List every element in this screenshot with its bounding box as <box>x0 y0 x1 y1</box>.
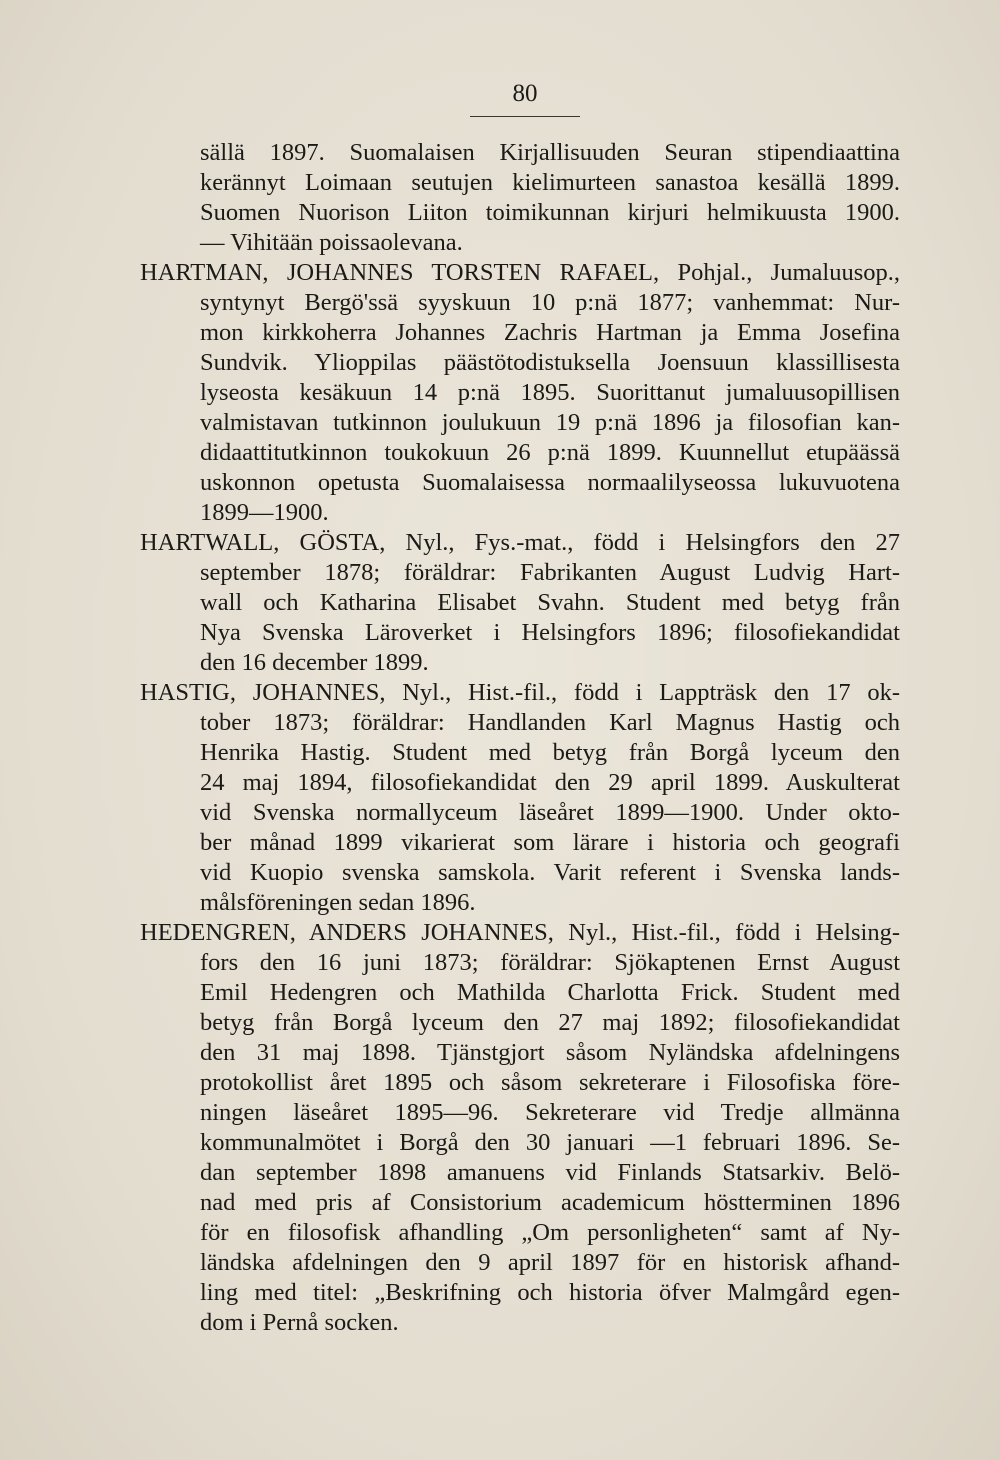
text-line: Sundvik. Ylioppilas päästötodistuksella Joensuun klassillisesta <box>200 349 900 376</box>
text-line: kerännyt Loimaan seutujen kielimurteen sanastoa kesällä 1899. <box>200 169 900 196</box>
text-line: vid Svenska normallyceum läseåret 1899—1900. Under okto- <box>200 799 900 826</box>
text-line: — Vihitään poissaolevana. <box>200 229 463 256</box>
text-line: fors den 16 juni 1873; föräldrar: Sjökaptenen Ernst August <box>200 949 900 976</box>
text-line: mon kirkkoherra Johannes Zachris Hartman ja Emma Josefina <box>200 319 900 346</box>
text-line: sällä 1897. Suomalaisen Kirjallisuuden Seuran stipendiaattina <box>200 139 900 166</box>
text-line: tober 1873; föräldrar: Handlanden Karl Magnus Hastig och <box>200 709 900 736</box>
page-number-rule <box>470 116 580 117</box>
text-line: betyg från Borgå lyceum den 27 maj 1892; filosofiekandidat <box>200 1009 900 1036</box>
text-line: 24 maj 1894, filosofiekandidat den 29 april 1899. Auskulterat <box>200 769 900 796</box>
text-line: HASTIG, JOHANNES, Nyl., Hist.-fil., född i Lappträsk den 17 ok- <box>140 679 900 706</box>
text-line: lyseosta kesäkuun 14 p:nä 1895. Suorittanut jumaluusopillisen <box>200 379 900 406</box>
text-line: kommunalmötet i Borgå den 30 januari —1 februari 1896. Se- <box>200 1129 900 1156</box>
text-line: nad med pris af Consistorium academicum höstterminen 1896 <box>200 1189 900 1216</box>
text-line: HARTWALL, GÖSTA, Nyl., Fys.-mat., född i Helsingfors den 27 <box>140 529 900 556</box>
text-line: didaattitutkinnon toukokuun 26 p:nä 1899. Kuunnellut etupäässä <box>200 439 900 466</box>
text-line: ningen läseåret 1895—96. Sekreterare vid Tredje allmänna <box>200 1099 900 1126</box>
text-line: syntynyt Bergö'ssä syyskuun 10 p:nä 1877; vanhemmat: Nur- <box>200 289 900 316</box>
page-number: 80 <box>512 80 538 107</box>
text-line: september 1878; föräldrar: Fabrikanten August Ludvig Hart- <box>200 559 900 586</box>
text-line: den 31 maj 1898. Tjänstgjort såsom Nyländska afdelningens <box>200 1039 900 1066</box>
text-line: vid Kuopio svenska samskola. Varit referent i Svenska lands- <box>200 859 900 886</box>
text-line: ländska afdelningen den 9 april 1897 för en historisk afhand- <box>200 1249 900 1276</box>
text-line: 1899—1900. <box>200 499 329 526</box>
text-line: Nya Svenska Läroverket i Helsingfors 1896; filosofiekandidat <box>200 619 900 646</box>
text-line: ling med titel: „Beskrifning och historia öfver Malmgård egen- <box>200 1279 900 1306</box>
text-line: ber månad 1899 vikarierat som lärare i historia och geografi <box>200 829 900 856</box>
text-line: dan september 1898 amanuens vid Finlands Statsarkiv. Belö- <box>200 1159 900 1186</box>
text-line: Henrika Hastig. Student med betyg från Borgå lyceum den <box>200 739 900 766</box>
text-line: protokollist året 1895 och såsom sekreterare i Filosofiska före- <box>200 1069 900 1096</box>
text-line: den 16 december 1899. <box>200 649 429 676</box>
text-line: Emil Hedengren och Mathilda Charlotta Frick. Student med <box>200 979 900 1006</box>
text-line: HARTMAN, JOHANNES TORSTEN RAFAEL, Pohjal., Jumaluusop., <box>140 259 900 286</box>
text-line: Suomen Nuorison Liiton toimikunnan kirjuri helmikuusta 1900. <box>200 199 900 226</box>
text-line: målsföreningen sedan 1896. <box>200 889 476 916</box>
text-line: wall och Katharina Elisabet Svahn. Student med betyg från <box>200 589 900 616</box>
text-line: valmistavan tutkinnon joulukuun 19 p:nä 1896 ja filosofian kan- <box>200 409 900 436</box>
text-line: dom i Pernå socken. <box>200 1309 399 1336</box>
text-line: för en filosofisk afhandling „Om personligheten“ samt af Ny- <box>200 1219 900 1246</box>
text-line: HEDENGREN, ANDERS JOHANNES, Nyl., Hist.-fil., född i Helsing- <box>140 919 900 946</box>
text-body <box>140 138 900 1338</box>
text-line: uskonnon opetusta Suomalaisessa normaalilyseossa lukuvuotena <box>200 469 900 496</box>
